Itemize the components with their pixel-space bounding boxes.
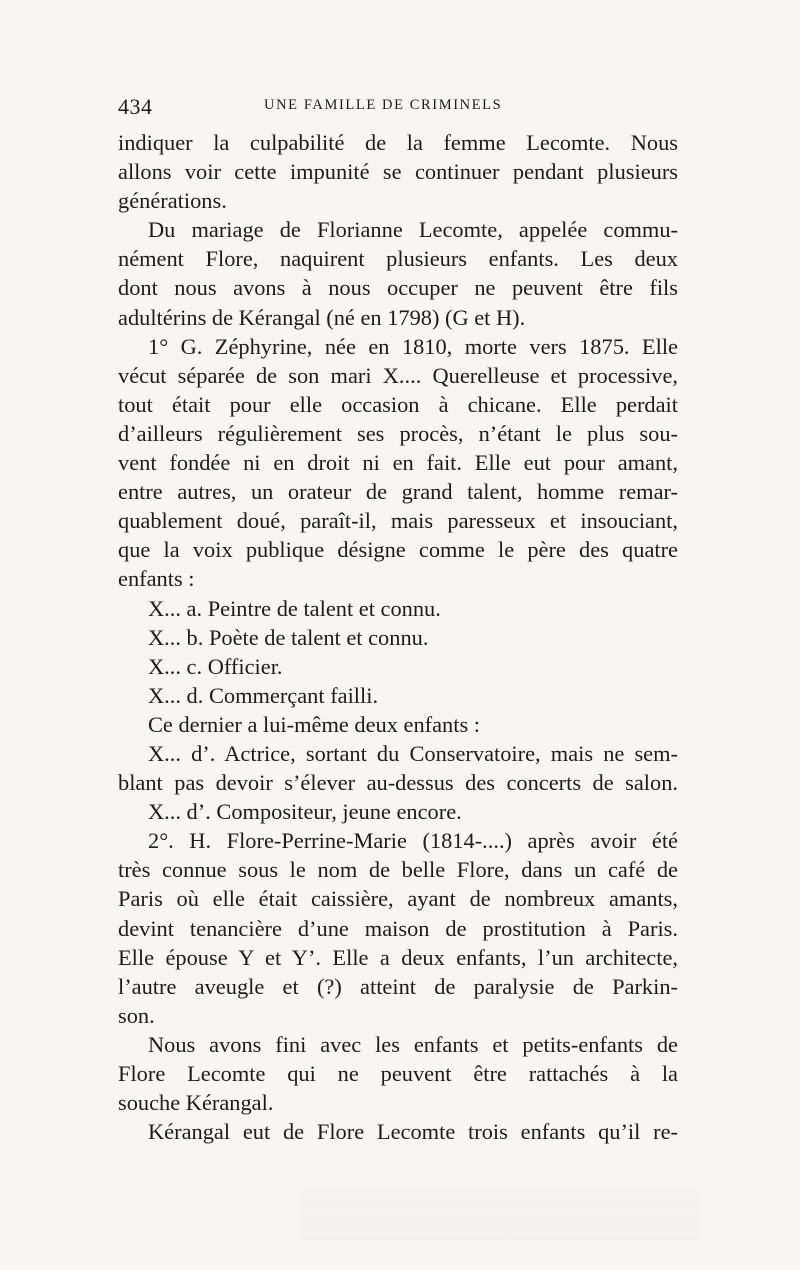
paper-shade	[300, 1180, 700, 1240]
page-number: 434	[118, 94, 153, 119]
text-line: son.	[118, 1002, 155, 1028]
text-line: X... d’. Compositeur, jeune encore.	[148, 799, 462, 825]
body-text	[118, 128, 678, 1146]
text-line: nément Flore, naquirent plusieurs enfants. Les deux	[118, 246, 678, 272]
text-line: vécut séparée de son mari X.... Querelleuse et processive,	[118, 362, 678, 388]
text-line: vent fondée ni en droit ni en fait. Elle eut pour amant,	[118, 450, 678, 476]
text-line: blant pas devoir s’élever au-dessus des concerts de salon.	[118, 770, 678, 796]
page-header	[118, 94, 678, 122]
text-line: allons voir cette impunité se continuer pendant plusieurs	[118, 159, 678, 185]
text-line: X... c. Officier.	[148, 653, 283, 679]
text-line: que la voix publique désigne comme le père des quatre	[118, 537, 678, 563]
text-line: quablement doué, paraît-il, mais paresseux et insouciant,	[118, 508, 678, 534]
text-line: 1° G. Zéphyrine, née en 1810, morte vers 1875. Elle	[148, 333, 678, 359]
text-line: l’autre aveugle et (?) atteint de paralysie de Parkin-	[118, 973, 678, 999]
text-line: tout était pour elle occasion à chicane. Elle perdait	[118, 391, 678, 417]
text-line: enfants :	[118, 566, 195, 592]
text-line: d’ailleurs régulièrement ses procès, n’étant le plus sou-	[118, 420, 678, 446]
running-head: UNE FAMILLE DE CRIMINELS	[264, 97, 503, 113]
text-line: devint tenancière d’une maison de prostitution à Paris.	[118, 915, 678, 941]
text-line: entre autres, un orateur de grand talent, homme remar-	[118, 479, 678, 505]
text-line: dont nous avons à nous occuper ne peuvent être fils	[118, 275, 678, 301]
text-line: Du mariage de Florianne Lecomte, appelée commu-	[148, 217, 678, 243]
text-line: X... d. Commerçant failli.	[148, 682, 379, 708]
text-line: Kérangal eut de Flore Lecomte trois enfants qu’il re-	[148, 1119, 678, 1145]
text-line: souche Kérangal.	[118, 1090, 274, 1116]
text-line: Paris où elle était caissière, ayant de nombreux amants,	[118, 886, 678, 912]
text-line: X... a. Peintre de talent et connu.	[148, 595, 441, 621]
text-line: générations.	[118, 188, 227, 214]
text-line: Flore Lecomte qui ne peuvent être rattachés à la	[118, 1061, 678, 1086]
text-line: adultérins de Kérangal (né en 1798) (G et H).	[118, 304, 526, 330]
text-line: très connue sous le nom de belle Flore, dans un café de	[118, 857, 678, 883]
text-line: Ce dernier a lui-même deux enfants :	[148, 711, 481, 737]
text-line: Nous avons fini avec les enfants et petits-enfants de	[148, 1031, 678, 1057]
text-line: indiquer la culpabilité de la femme Lecomte. Nous	[118, 130, 678, 155]
text-line: 2°. H. Flore-Perrine-Marie (1814-....) après avoir été	[148, 828, 678, 854]
text-line: Elle épouse Y et Y’. Elle a deux enfants, l’un architecte,	[118, 944, 678, 970]
text-line: X... b. Poète de talent et connu.	[148, 624, 429, 650]
text-line: X... d’. Actrice, sortant du Conservatoire, mais ne sem-	[148, 740, 678, 766]
